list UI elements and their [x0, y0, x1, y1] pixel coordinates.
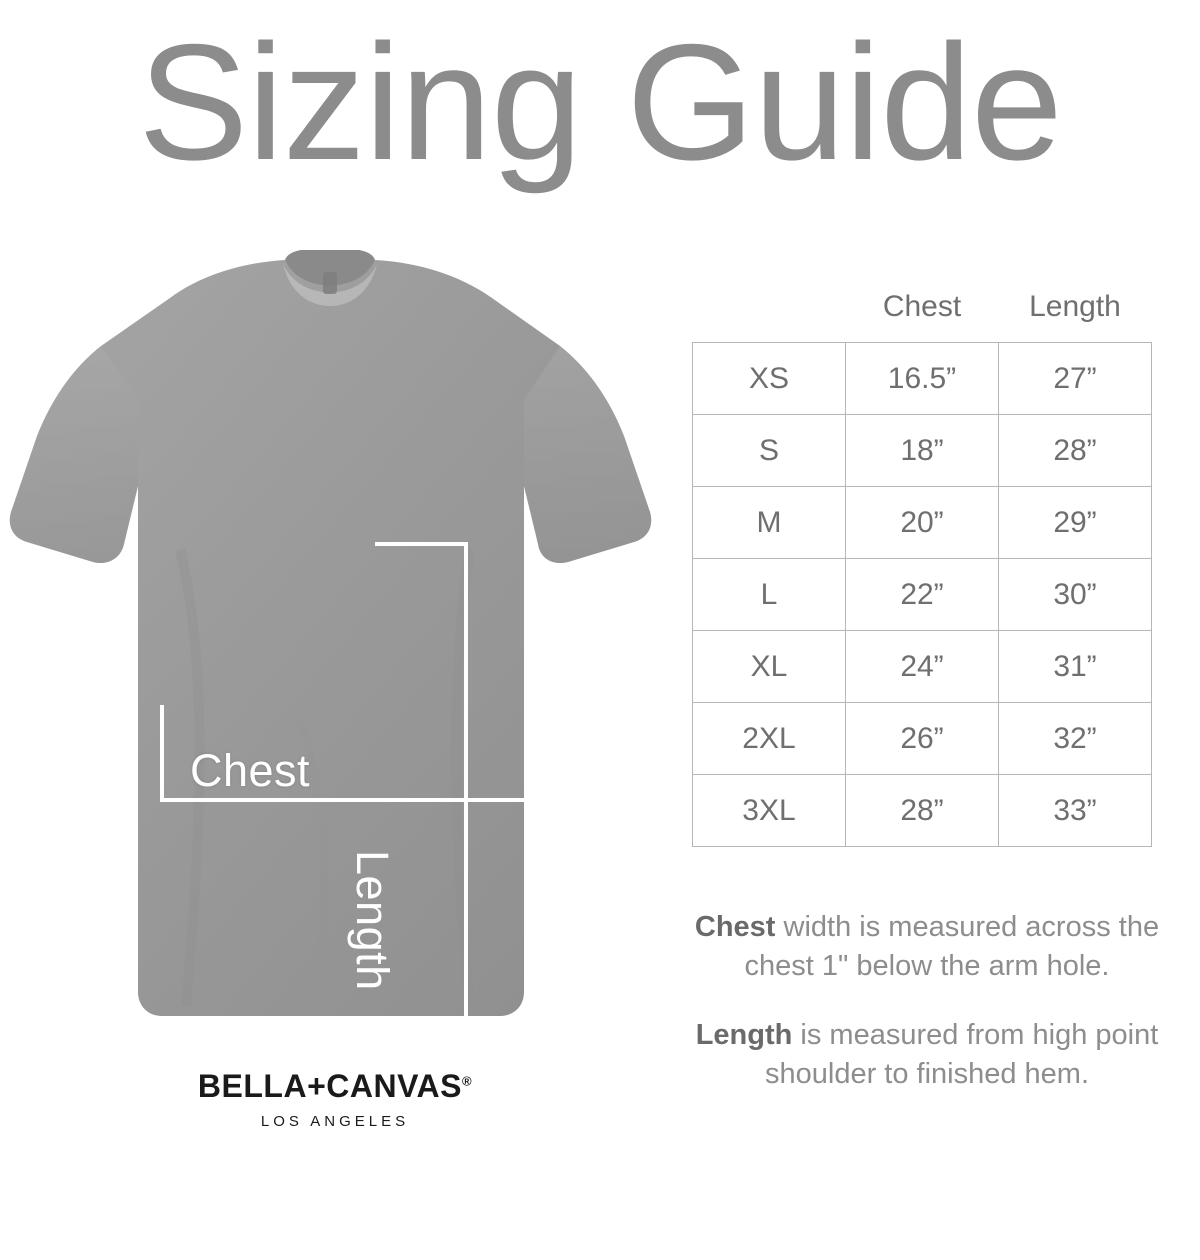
brand-name	[185, 1068, 485, 1105]
brand-logo	[185, 1068, 485, 1130]
note-length-text: is measured from high point shoulder to finished hem.	[764, 1019, 1159, 1091]
brand-name-text: BELLA+CANVAS	[197, 1068, 462, 1104]
registered-mark: ®	[462, 1073, 473, 1089]
cell-length: 29”	[999, 487, 1152, 559]
cell-size: XS	[693, 343, 846, 415]
cell-chest: 28”	[846, 775, 999, 847]
table-row	[693, 703, 1152, 775]
table-row	[693, 775, 1152, 847]
note-chest-bold: Chest	[694, 911, 776, 943]
chest-tick-right	[524, 705, 528, 800]
header-chest: Chest	[882, 290, 962, 323]
cell-chest: 18”	[846, 415, 999, 487]
table-header-row	[693, 290, 1152, 343]
cell-length: 31”	[999, 631, 1152, 703]
table-row	[693, 559, 1152, 631]
header-size	[693, 290, 846, 343]
note-length	[688, 1016, 1166, 1094]
cell-size: XL	[693, 631, 846, 703]
cell-length: 30”	[999, 559, 1152, 631]
note-chest	[688, 908, 1166, 986]
table-row	[693, 415, 1152, 487]
measurement-notes	[688, 908, 1166, 1095]
chest-tick-left	[160, 705, 164, 800]
cell-size: L	[693, 559, 846, 631]
cell-chest: 22”	[846, 559, 999, 631]
cell-length: 32”	[999, 703, 1152, 775]
cell-chest: 20”	[846, 487, 999, 559]
chest-label: Chest	[190, 745, 311, 796]
cell-size: S	[693, 415, 846, 487]
length-measure-line	[464, 542, 468, 1260]
cell-size: 3XL	[693, 775, 846, 847]
length-tick-top	[375, 542, 467, 546]
cell-size: M	[693, 487, 846, 559]
shirt-illustration	[0, 250, 660, 1050]
header-length: Length	[1029, 290, 1121, 323]
cell-chest: 26”	[846, 703, 999, 775]
length-tick-bottom	[375, 1256, 467, 1260]
cell-length: 27”	[999, 343, 1152, 415]
cell-chest: 24”	[846, 631, 999, 703]
cell-length: 33”	[999, 775, 1152, 847]
size-table-wrapper	[692, 290, 1152, 847]
cell-size: 2XL	[693, 703, 846, 775]
cell-chest: 16.5”	[846, 343, 999, 415]
length-label: Length	[347, 850, 398, 991]
cell-length: 28”	[999, 415, 1152, 487]
tshirt-icon	[0, 250, 660, 1050]
table-row	[693, 343, 1152, 415]
page-title: Sizing Guide	[138, 10, 1062, 194]
table-row	[693, 487, 1152, 559]
brand-location: LOS ANGELES	[260, 1113, 410, 1130]
table-row	[693, 631, 1152, 703]
note-chest-text: width is measured across the chest 1" below the arm hole.	[744, 911, 1160, 983]
chest-measure-line	[160, 798, 528, 802]
size-table	[692, 290, 1152, 847]
note-length-bold: Length	[695, 1019, 793, 1052]
